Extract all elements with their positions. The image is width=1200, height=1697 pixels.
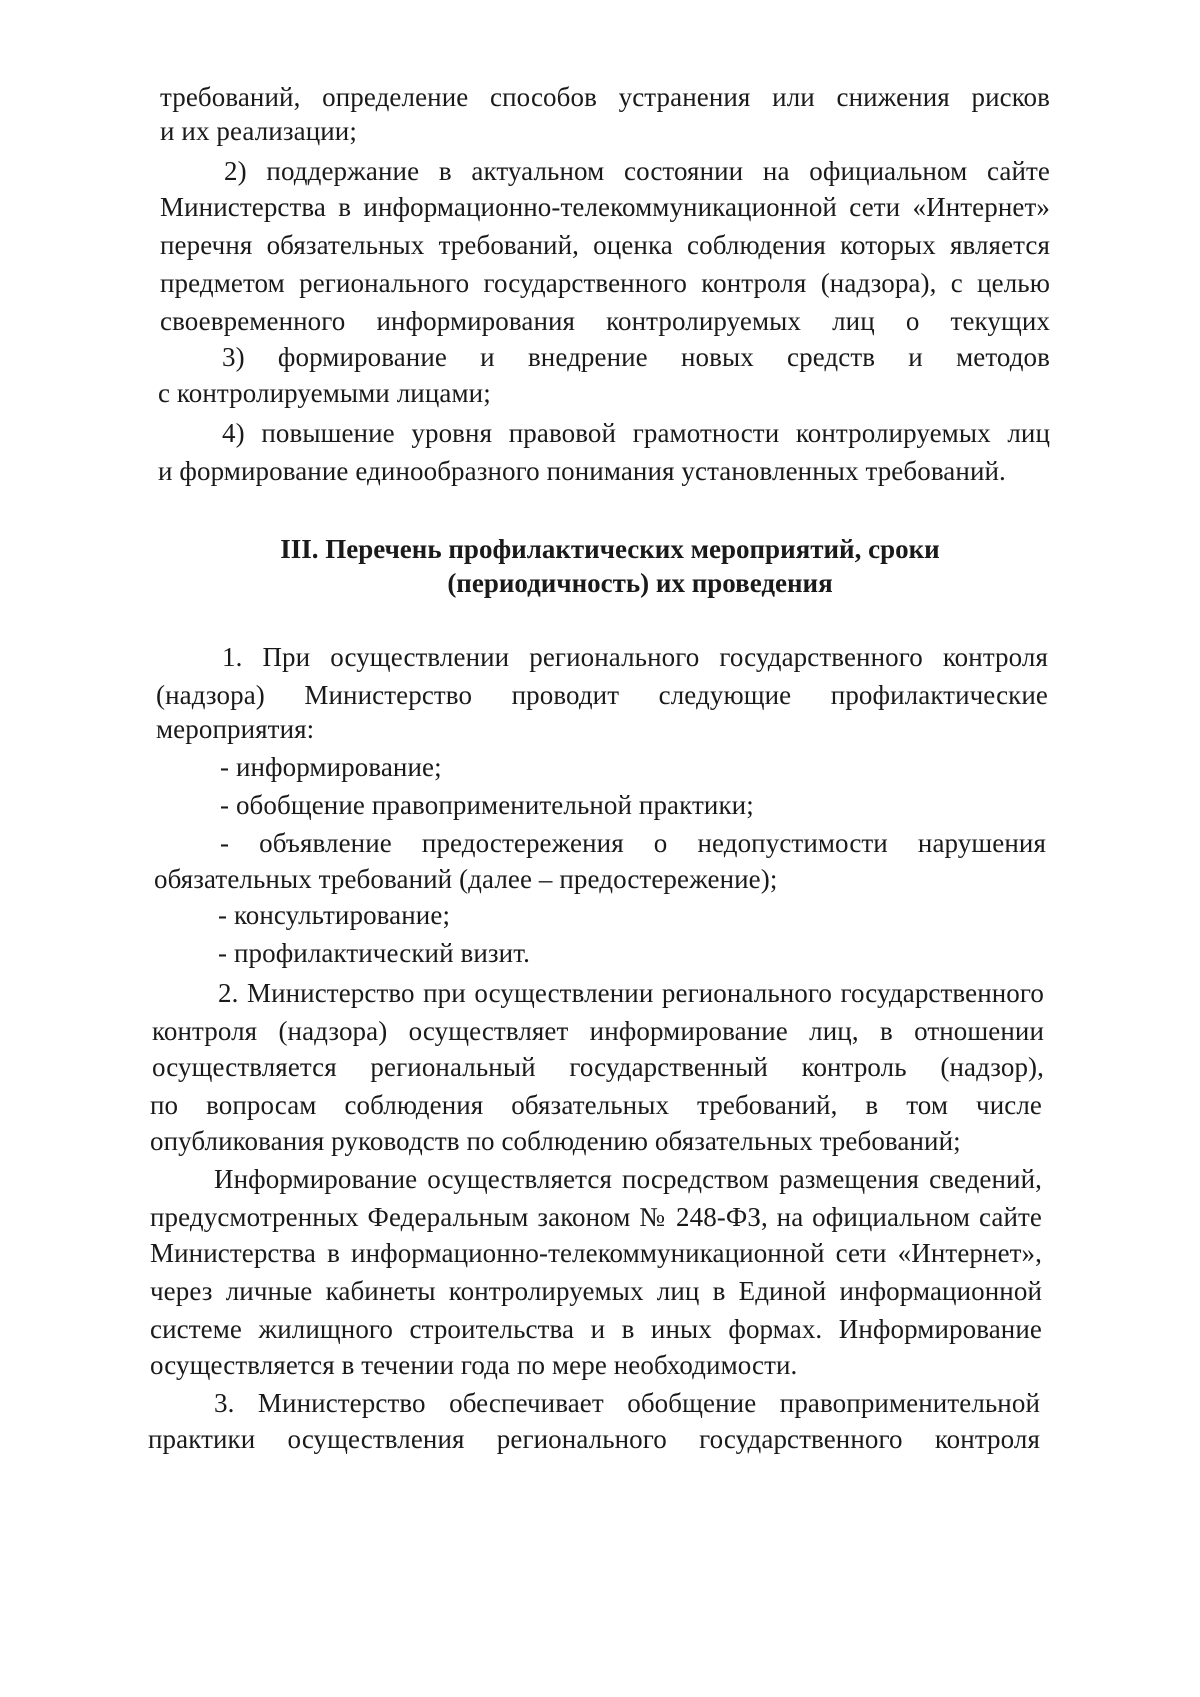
text-line: 1. При осуществлении регионального государственного контроля	[222, 642, 1048, 672]
text-line: и формирование единообразного понимания установленных требований.	[158, 456, 1006, 486]
text-line: опубликования руководств по соблюдению обязательных требований;	[150, 1126, 961, 1156]
text-line: Министерства в информационно-телекоммуникационной сети «Интернет»	[160, 192, 1050, 222]
text-line: 2. Министерство при осуществлении регионального государственного	[218, 978, 1044, 1008]
text-line: осуществляется в течении года по мере необходимости.	[150, 1350, 798, 1380]
text-line: (надзора) Министерство проводит следующие профилактические	[156, 680, 1048, 710]
text-line: обязательных требований (далее – предостережение);	[154, 864, 778, 894]
text-line: Министерства в информационно-телекоммуникационной сети «Интернет»,	[150, 1238, 1042, 1268]
text-line: 4) повышение уровня правовой грамотности контролируемых лиц	[222, 418, 1050, 448]
text-line: предметом регионального государственного контроля (надзора), с целью	[160, 268, 1050, 298]
list-item: - обобщение правоприменительной практики;	[220, 790, 754, 820]
text-line: осуществляется региональный государственный контроль (надзор),	[152, 1052, 1044, 1082]
text-line: с контролируемыми лицами;	[158, 378, 491, 408]
text-line: контроля (надзора) осуществляет информирование лиц, в отношении	[152, 1016, 1044, 1046]
text-line: практики осуществления регионального государственного контроля	[148, 1424, 1040, 1454]
list-item: - профилактический визит.	[218, 938, 530, 968]
text-line: системе жилищного строительства и в иных формах. Информирование	[150, 1314, 1042, 1344]
text-line: предусмотренных Федеральным законом № 248-ФЗ, на официальном сайте	[150, 1202, 1042, 1232]
text-line: Информирование осуществляется посредством размещения сведений,	[214, 1164, 1042, 1194]
text-line: перечня обязательных требований, оценка соблюдения которых является	[160, 230, 1050, 260]
text-line: 2) поддержание в актуальном состоянии на официальном сайте	[224, 156, 1050, 186]
text-line: своевременного информирования контролируемых лиц о текущих	[160, 306, 1050, 336]
list-item: - объявление предостережения о недопустимости нарушения	[220, 828, 1046, 858]
text-line: 3. Министерство обеспечивает обобщение правоприменительной	[214, 1388, 1040, 1418]
text-line: мероприятия:	[156, 714, 315, 744]
text-line: через личные кабинеты контролируемых лиц в Единой информационной	[150, 1276, 1042, 1306]
text-line: 3) формирование и внедрение новых средств и методов	[222, 342, 1050, 372]
text-line: требований, определение способов устранения или снижения рисков	[160, 82, 1050, 112]
list-item: - консультирование;	[218, 900, 451, 930]
text-line: по вопросам соблюдения обязательных требований, в том числе	[150, 1090, 1042, 1120]
section-heading-line-1: III. Перечень профилактических мероприятий, сроки	[280, 534, 940, 564]
text-line: и их реализации;	[160, 116, 357, 146]
list-item: - информирование;	[220, 752, 442, 782]
section-heading-line-2: (периодичность) их проведения	[447, 568, 833, 598]
